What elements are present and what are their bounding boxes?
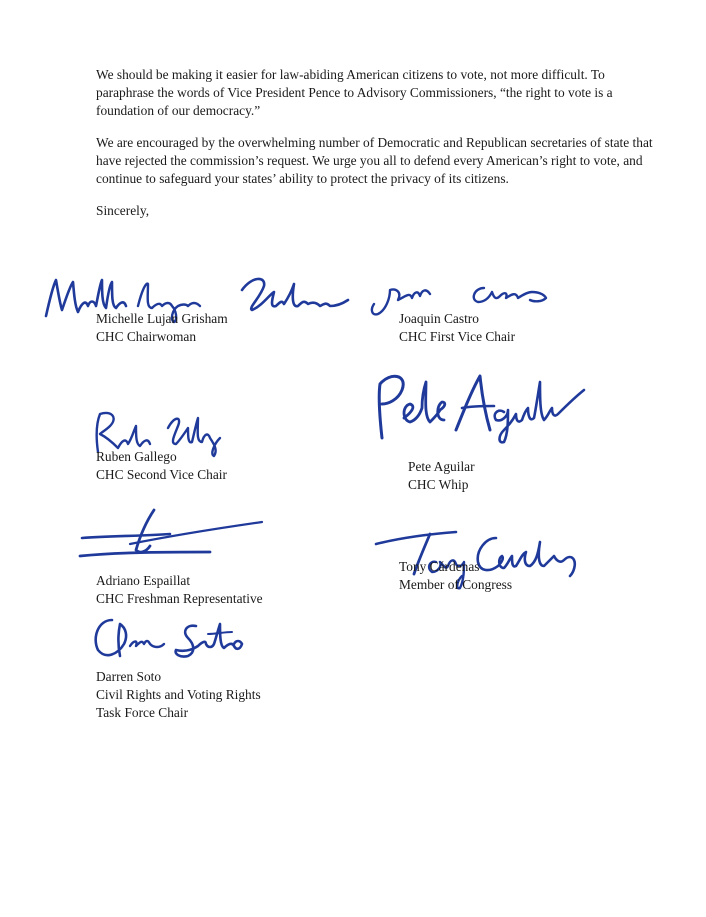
closing-salutation: Sincerely, [96, 203, 150, 218]
signatory-title: Member of Congress [399, 577, 513, 592]
signatory-title: CHC First Vice Chair [399, 329, 516, 344]
signatory-name: Adriano Espaillat [96, 573, 191, 588]
signatory-gallego [96, 448, 227, 484]
signatory-title: CHC Chairwoman [96, 329, 197, 344]
signatory-title-line2: Task Force Chair [96, 705, 189, 720]
signatory-espaillat [96, 572, 263, 608]
signatory-soto [96, 668, 261, 722]
signatory-name: Tony Cárdenas [399, 559, 480, 574]
signature-espaillat [70, 502, 270, 566]
signatory-name: Joaquin Castro [399, 311, 479, 326]
signatory-title-line1: Civil Rights and Voting Rights [96, 687, 261, 702]
signatory-title: CHC Second Vice Chair [96, 467, 227, 482]
signatory-castro [399, 310, 515, 346]
signature-soto [84, 610, 264, 670]
signatory-name: Michelle Lujan Grisham [96, 311, 228, 326]
signatory-cardenas [399, 558, 512, 594]
signatory-name: Darren Soto [96, 669, 162, 684]
signature-aguilar [364, 358, 594, 450]
paragraph-voting-ease: We should be making it easier for law-abiding American citizens to vote, not more difficult. To paraphrase the words of Vice President Pence to Advisory Commissioners, “the right to vote is a foundation of our democracy.” [96, 67, 613, 118]
signatory-name: Ruben Gallego [96, 449, 177, 464]
signatory-title: CHC Whip [408, 477, 469, 492]
signatory-name: Pete Aguilar [408, 459, 475, 474]
paragraph-encouraged: We are encouraged by the overwhelming number of Democratic and Republican secretaries of state that have rejected the commission’s request. We urge you all to defend every American’s right to vote, and continue to safeguard your states’ ability to protect the privacy of its citizens. [96, 135, 653, 186]
signatory-grisham [96, 310, 228, 346]
signatory-aguilar [408, 458, 475, 494]
signatory-title: CHC Freshman Representative [96, 591, 263, 606]
